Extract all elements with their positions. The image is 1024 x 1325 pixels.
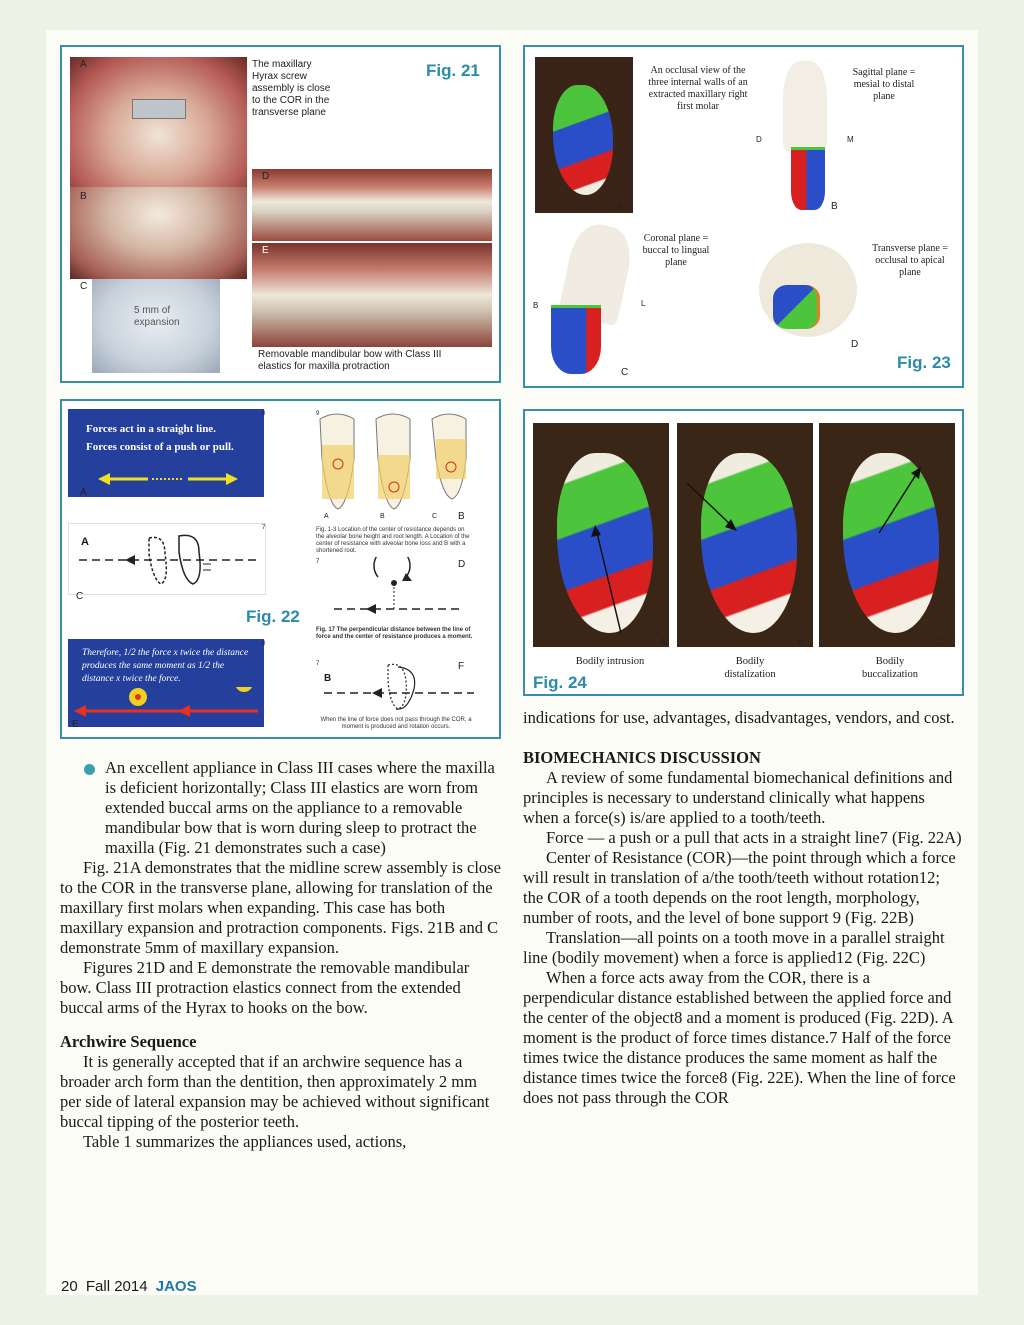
fig22-panel-a-line1: Forces act in a straight line. bbox=[86, 423, 216, 435]
fig22-panel-f bbox=[314, 659, 478, 733]
fig21-letter-c: C bbox=[80, 281, 88, 292]
fig21-letter-d: D bbox=[262, 171, 270, 182]
fig23-letter-d: D bbox=[851, 339, 859, 350]
page-footer bbox=[61, 1278, 197, 1295]
fig24-caption-b: Bodily distalization bbox=[724, 656, 776, 680]
double-arrow-icon bbox=[68, 469, 264, 489]
fig24-letter-b: B bbox=[797, 637, 804, 648]
fig23-label: Fig. 23 bbox=[897, 353, 951, 372]
figure-23 bbox=[523, 45, 964, 388]
moment-diagram-icon bbox=[314, 557, 478, 627]
fig21-caption-bottom: Removable mandibular bow with Class III elastics for maxilla protraction bbox=[258, 349, 442, 372]
fig22-panel-e-text: Therefore, 1/2 the force x twice the distance produces the same moment as 1/2 the distance x twice the force. bbox=[82, 648, 249, 684]
right-paragraph-force: Force — a push or a pull that acts in a straight line7 (Fig. 22A) bbox=[546, 828, 962, 847]
fig23-caption-d: Transverse plane = occlusal to apical plane bbox=[872, 243, 948, 278]
moment-arrows-icon bbox=[68, 687, 264, 727]
fig22-b-sub-b: B bbox=[380, 513, 385, 520]
fig24-caption-c: Bodily buccalization bbox=[862, 656, 918, 680]
fig21-label: Fig. 21 bbox=[426, 61, 480, 80]
photo-24b-bodily-distalization bbox=[677, 423, 813, 647]
fig22-ref-a: 8 bbox=[262, 411, 266, 417]
photo-23d-transverse-tooth bbox=[755, 239, 861, 341]
fig22-caption-f: When the line of force does not pass through the COR, a moment is produced and rotation occurs. bbox=[320, 717, 472, 730]
right-paragraph-cor: Center of Resistance (COR)—the point through which a force will result in translation of a/the tooth/teeth without rotation12; the COR of a tooth depends on the root length, morphology, number of roots, and the level of bone support 9 (Fig. 22B) bbox=[523, 848, 956, 927]
figure-24 bbox=[523, 409, 964, 696]
fig23-side-m: M bbox=[847, 135, 854, 144]
fig24-label: Fig. 24 bbox=[533, 673, 587, 692]
fig21-letter-e: E bbox=[262, 245, 269, 256]
fig22-c-force-label: A bbox=[81, 536, 89, 548]
photo-24a-bodily-intrusion bbox=[533, 423, 669, 647]
right-column bbox=[523, 708, 964, 1108]
fig23-caption-b: Sagittal plane = mesial to distal plane bbox=[852, 67, 916, 102]
fig22-ref-f: 7 bbox=[316, 661, 320, 667]
fig22-letter-f: F bbox=[458, 661, 465, 672]
fig22-b-sub-a: A bbox=[324, 513, 329, 520]
photo-21b-occlusal-arch bbox=[70, 187, 247, 279]
heading-archwire-sequence: Archwire Sequence bbox=[60, 1032, 197, 1051]
fig23-letter-a: A bbox=[617, 201, 624, 212]
bullet-text: An excellent appliance in Class III cases where the maxilla is deficient horizontally; Class III elastics are worn from extended buccal arms on the appliance to a removable mandibular bow that is worn during sleep to protract the maxilla (Fig. 21 demonstrates such a case) bbox=[105, 758, 495, 857]
right-paragraph-1: A review of some fundamental biomechanical definitions and principles is necessary to understand clinically what happens when a force(s) is/are applied to a tooth/teeth. bbox=[523, 768, 953, 827]
fig22-letter-e: E bbox=[72, 719, 79, 730]
left-paragraph-2: Figures 21D and E demonstrate the removable mandibular bow. Class III protraction elastics connect from the extended buccal arms of the Hyrax to hooks on the bow. bbox=[60, 958, 470, 1017]
fig24-letter-c: C bbox=[937, 637, 945, 648]
photo-24c-bodily-buccalization bbox=[819, 423, 955, 647]
photo-21e-class3-elastics bbox=[252, 243, 492, 347]
fig22-ref-d: 7 bbox=[316, 559, 320, 565]
fig22-panel-c bbox=[68, 523, 266, 595]
fig23-side-d: D bbox=[756, 135, 762, 144]
right-paragraph-0: indications for use, advantages, disadvantages, vendors, and cost. bbox=[523, 708, 955, 727]
right-paragraph-moment: When a force acts away from the COR, there is a perpendicular distance established between the applied force and the center of the object8 and a moment is produced (Fig. 22D). A moment is the product of force times distance.7 Half of the force times twice the distance produces the same moment as half the distance times twice the force8 (Fig. 22E). When the line of force does not pass through the COR bbox=[523, 968, 956, 1107]
left-paragraph-4: Table 1 summarizes the appliances used, actions, bbox=[83, 1132, 407, 1151]
rotation-diagram-icon bbox=[314, 659, 478, 715]
fig23-letter-c: C bbox=[621, 367, 629, 378]
fig21-caption-expansion: 5 mm of expansion bbox=[134, 305, 180, 328]
fig22-letter-c: C bbox=[76, 591, 84, 602]
fig23-caption-a: An occlusal view of the three internal walls of an extracted maxillary right first molar bbox=[648, 65, 748, 112]
fig22-ref-b: 9 bbox=[316, 411, 320, 417]
fig22-letter-b: B bbox=[458, 511, 465, 522]
fig21-letter-a: A bbox=[80, 59, 87, 70]
right-paragraph-translation: Translation—all points on a tooth move in a parallel straight line (bodily movement) when a force is applied12 (Fig. 22C) bbox=[523, 928, 945, 967]
fig22-panel-b-teeth bbox=[312, 409, 482, 517]
fig22-panel-a bbox=[68, 409, 264, 497]
figure-22 bbox=[60, 399, 501, 739]
photo-21d-mandibular-bow bbox=[252, 169, 492, 241]
left-column bbox=[60, 758, 501, 1152]
photo-23b-sagittal-tooth bbox=[765, 57, 845, 213]
fig21-letter-b: B bbox=[80, 191, 87, 202]
fig22-panel-d bbox=[314, 557, 478, 651]
bullet-dot-icon bbox=[84, 764, 95, 775]
fig24-letter-a: A bbox=[659, 637, 666, 648]
fig22-letter-a: A bbox=[80, 487, 87, 498]
left-paragraph-1: Fig. 21A demonstrates that the midline screw assembly is close to the COR in the transverse plane, allowing for translation of the maxillary first molars when expanding. This case has both maxillary expansion and protraction components. Figs. 21B and C demonstrate 5mm of maxillary expansion. bbox=[60, 858, 501, 957]
fig21-caption-top: The maxillary Hyrax screw assembly is close to the COR in the transverse plane bbox=[252, 59, 331, 118]
translation-diagram-icon bbox=[69, 524, 265, 594]
photo-21a-maxillary-hyrax bbox=[70, 57, 247, 187]
fig22-panel-a-line2: Forces consist of a push or pull. bbox=[86, 441, 234, 453]
fig23-side-l: L bbox=[641, 299, 646, 308]
page-number: 20 bbox=[61, 1278, 78, 1295]
journal-name: JAOS bbox=[155, 1278, 197, 1295]
fig22-ref-c: 7 bbox=[262, 525, 266, 531]
fig22-caption-b: Fig. 1-3 Location of the center of resistance depends on the alveolar bone height and root length. A Location of the center of resistance with alveolar bone loss and B with a shortened root. bbox=[316, 527, 470, 554]
left-paragraph-3: It is generally accepted that if an archwire sequence has a broader arch form than the dentition, then approximately 2 mm per side of lateral expansion may be achieved without significant buccal tipping of the posterior teeth. bbox=[60, 1052, 490, 1131]
fig22-b-sub-c: C bbox=[432, 513, 438, 520]
fig22-panel-e bbox=[68, 639, 264, 727]
fig23-side-b: B bbox=[533, 301, 539, 310]
heading-biomechanics-discussion: BIOMECHANICS DISCUSSION bbox=[523, 748, 761, 767]
issue-date: Fall 2014 bbox=[85, 1278, 148, 1295]
fig22-letter-d: D bbox=[458, 559, 466, 570]
fig23-caption-c: Coronal plane = buccal to lingual plane bbox=[642, 233, 710, 268]
fig22-label: Fig. 22 bbox=[246, 607, 300, 626]
fig22-ref-e: 8 bbox=[262, 641, 266, 647]
photo-23c-coronal-tooth bbox=[543, 219, 637, 379]
bullet-item bbox=[60, 758, 501, 858]
fig22-f-force-label: B bbox=[324, 673, 332, 684]
fig22-caption-d: Fig. 17 The perpendicular distance between the line of force and the center of resistance produces a moment. bbox=[316, 627, 473, 640]
figure-21 bbox=[60, 45, 501, 383]
fig23-letter-b: B bbox=[831, 201, 838, 212]
photo-23a-occlusal-molar bbox=[535, 57, 633, 213]
fig24-caption-a: Bodily intrusion bbox=[575, 656, 645, 667]
